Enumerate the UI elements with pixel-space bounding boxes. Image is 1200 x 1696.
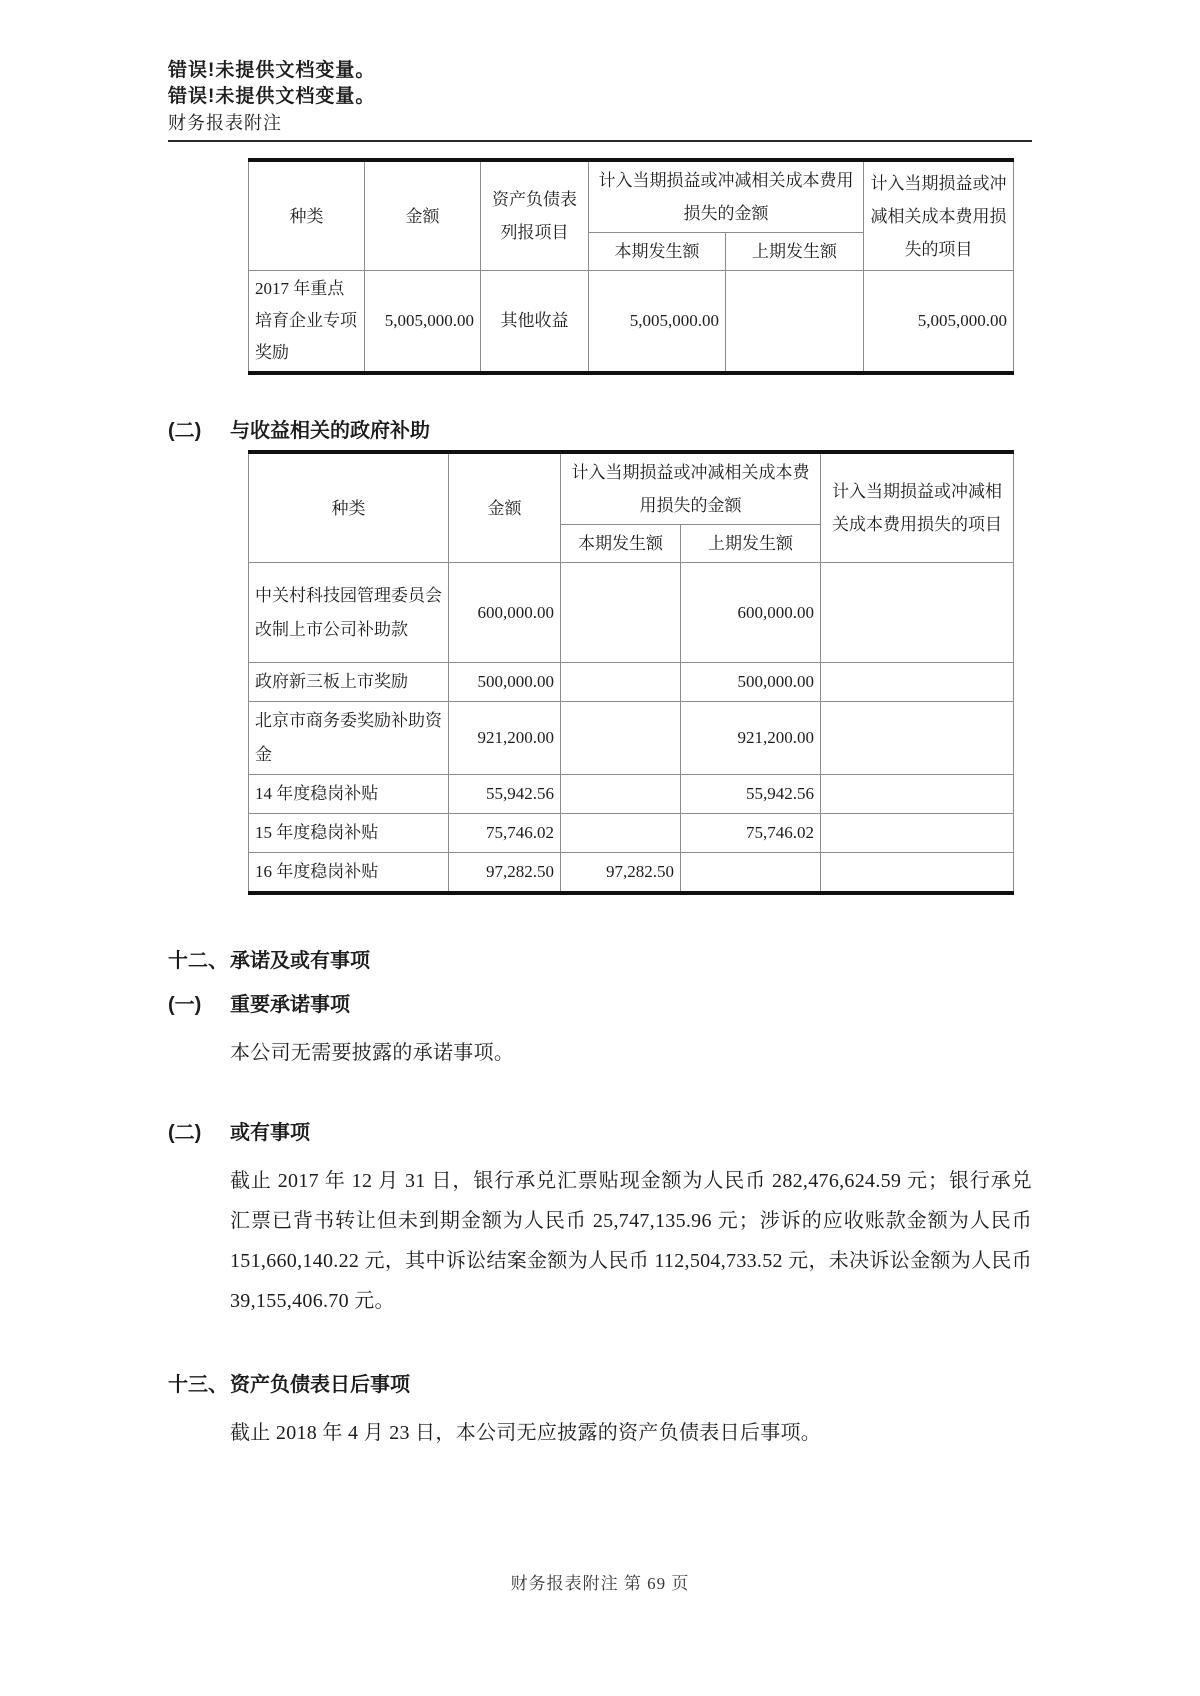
section-13-body: 截止 2018 年 4 月 23 日，本公司无应披露的资产负债表日后事项。 [230,1422,822,1444]
cell-amount: 600,000.00 [449,563,561,663]
col-header-current-period: 本期发生额 [561,525,681,563]
section-number: (二) [168,1122,202,1144]
header-error-line-2: 错误!未提供文档变量。 [168,86,376,107]
section-12-2-heading [168,1119,1032,1147]
document-header [168,58,1032,142]
section-title: 重要承诺事项 [230,994,350,1016]
table-row [249,702,1014,775]
cell-prior-amount: 500,000.00 [681,663,821,702]
cell-pl-item [821,702,1014,775]
col-header-amount: 金额 [365,160,481,271]
cell-grant-type: 15 年度稳岗补贴 [249,814,449,853]
cell-pl-item [821,814,1014,853]
col-header-current-period: 本期发生额 [589,233,726,271]
header-error-line-1: 错误!未提供文档变量。 [168,60,376,81]
cell-grant-type: 14 年度稳岗补贴 [249,775,449,814]
section-title: 与收益相关的政府补助 [230,420,430,442]
section-12-1-heading [168,991,1032,1019]
cell-pl-item [821,853,1014,894]
cell-amount: 55,942.56 [449,775,561,814]
section-number: (二) [168,420,202,442]
cell-current-amount [561,663,681,702]
table-row [249,563,1014,663]
cell-pl-item [821,663,1014,702]
table-row [249,814,1014,853]
col-header-prior-period: 上期发生额 [681,525,821,563]
cell-amount: 5,005,000.00 [365,271,481,374]
cell-current-amount [561,775,681,814]
header-doc-title: 财务报表附注 [168,113,282,133]
section-title: 承诺及或有事项 [230,950,370,972]
cell-pl-item [821,563,1014,663]
section-title: 资产负债表日后事项 [230,1374,410,1396]
page-footer: 财务报表附注 第 69 页 [510,1574,690,1593]
table-row [249,271,1014,374]
col-header-pl-item: 计入当期损益或冲减相关成本费用损失的项目 [864,160,1014,271]
table-row [249,663,1014,702]
col-header-prior-period: 上期发生额 [726,233,864,271]
section-12-2-body: 截止 2017 年 12 月 31 日，银行承兑汇票贴现金额为人民币 282,476,624.59 元；银行承兑汇票已背书转让但未到期金额为人民币 25,747,135.96 元；涉诉的应收账款金额为人民币 151,660,140.22 元，其中诉讼结案金额为人民币 112,504,733.52 元，未决诉讼金额为人民币 39,155,406.70 元。 [230,1170,1032,1312]
table-row [249,775,1014,814]
cell-grant-type: 16 年度稳岗补贴 [249,853,449,894]
cell-amount: 500,000.00 [449,663,561,702]
col-header-pl-amount-group: 计入当期损益或冲减相关成本费用损失的金额 [561,452,821,525]
section-number: 十二、 [168,950,228,972]
asset-grants-table-header [249,160,1014,271]
cell-current-amount [561,563,681,663]
col-header-bs-item: 资产负债表列报项目 [481,160,589,271]
section-income-grants-heading [168,417,1032,445]
col-header-pl-amount-group: 计入当期损益或冲减相关成本费用损失的金额 [589,160,864,233]
cell-current-amount: 97,282.50 [561,853,681,894]
income-grants-table [248,450,1014,895]
section-number: 十三、 [168,1374,228,1396]
col-header-pl-item: 计入当期损益或冲减相关成本费用损失的项目 [821,452,1014,563]
cell-prior-amount: 600,000.00 [681,563,821,663]
col-header-type: 种类 [249,160,365,271]
cell-prior-amount: 75,746.02 [681,814,821,853]
cell-prior-amount [726,271,864,374]
cell-grant-type: 中关村科技园管理委员会改制上市公司补助款 [249,563,449,663]
cell-prior-amount [681,853,821,894]
section-13-heading [168,1371,1032,1399]
cell-current-amount [561,702,681,775]
cell-pl-item-amount: 5,005,000.00 [864,271,1014,374]
cell-bs-item: 其他收益 [481,271,589,374]
cell-prior-amount: 55,942.56 [681,775,821,814]
section-12-heading [168,947,1032,975]
cell-current-amount: 5,005,000.00 [589,271,726,374]
section-number: (一) [168,994,202,1016]
cell-grant-type: 2017 年重点培育企业专项奖励 [249,271,365,374]
asset-grants-table [248,158,1014,375]
cell-amount: 97,282.50 [449,853,561,894]
cell-grant-type: 政府新三板上市奖励 [249,663,449,702]
header-rule [168,140,1032,142]
cell-grant-type: 北京市商务委奖励补助资金 [249,702,449,775]
cell-current-amount [561,814,681,853]
section-title: 或有事项 [230,1122,310,1144]
cell-amount: 921,200.00 [449,702,561,775]
income-grants-table-header [249,452,1014,563]
cell-amount: 75,746.02 [449,814,561,853]
table-row [249,853,1014,894]
section-12-1-body: 本公司无需要披露的承诺事项。 [230,1042,515,1064]
col-header-amount: 金额 [449,452,561,563]
cell-prior-amount: 921,200.00 [681,702,821,775]
col-header-type: 种类 [249,452,449,563]
cell-pl-item [821,775,1014,814]
